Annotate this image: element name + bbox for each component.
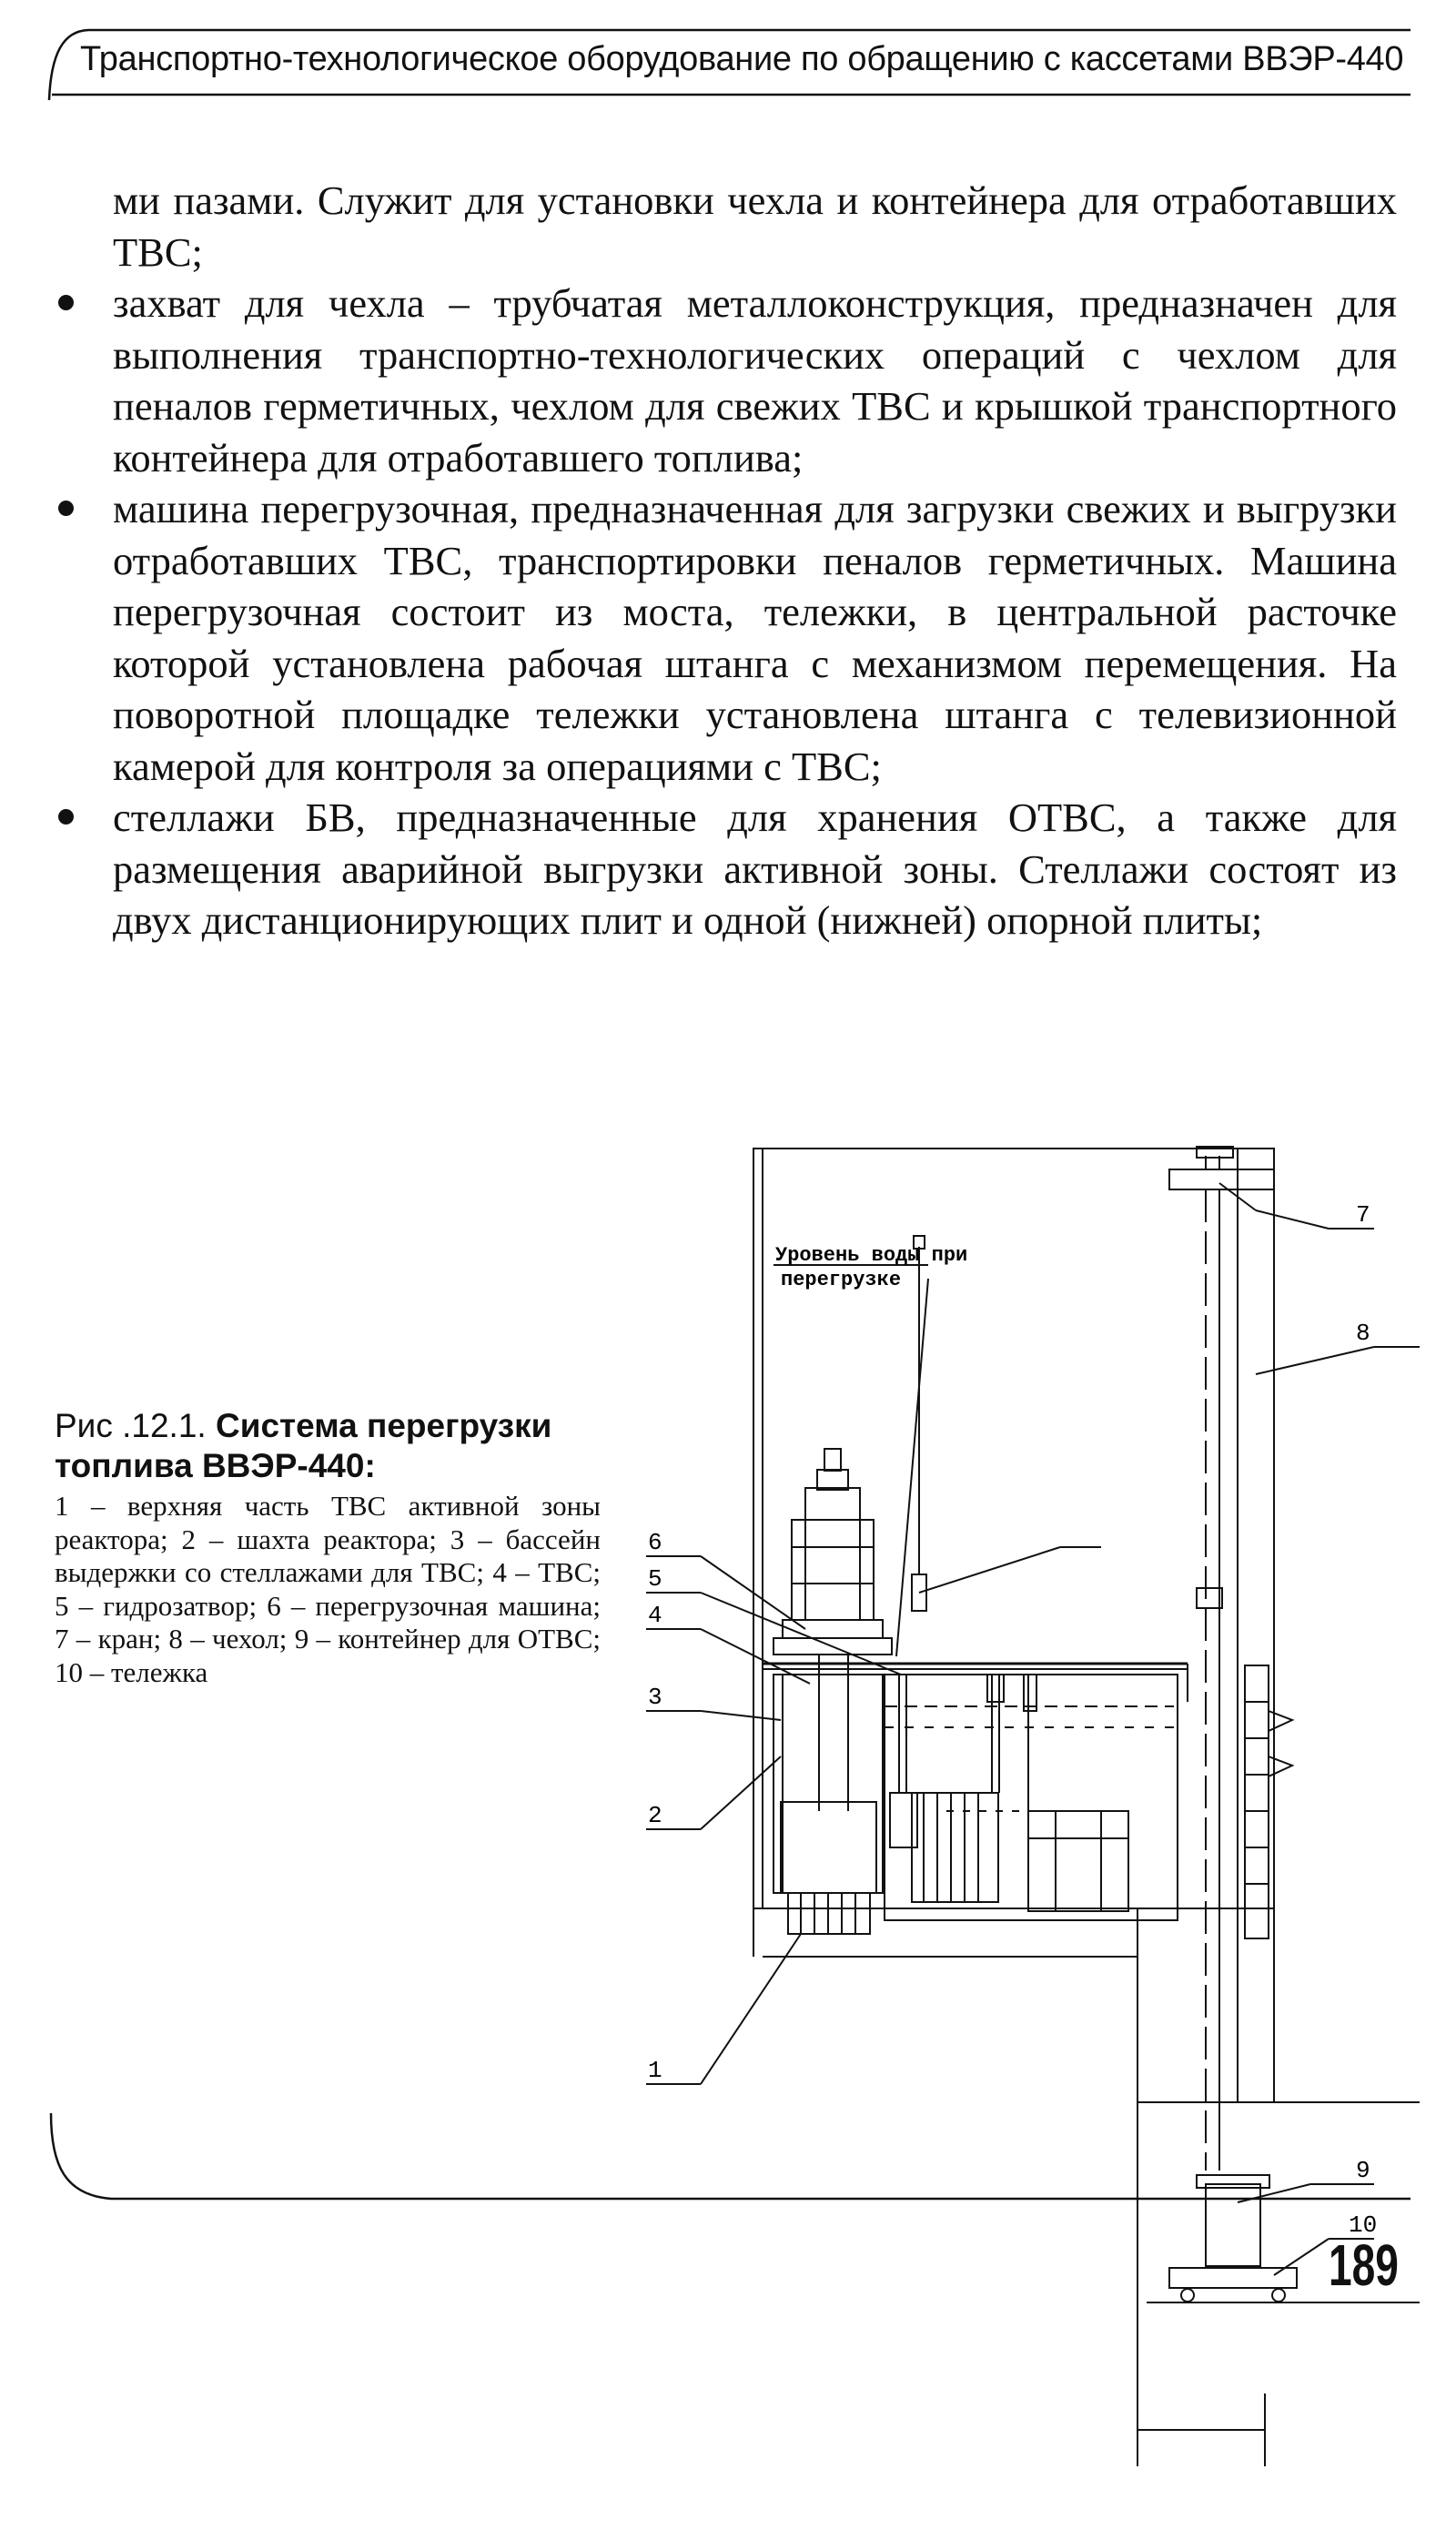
page-number: 189: [1329, 2232, 1399, 2298]
continued-paragraph: ми пазами. Служит для установки чехла и контейнера для отработавших ТВС;: [113, 177, 1397, 275]
figure-legend: 1 – верхняя часть ТВС активной зоны реактора; 2 – шахта реактора; 3 – бассейн выдержки со стеллажами для ТВС; 4 – ТВС; 5 – гидрозатвор; 6 – перегрузочная машина; 7 – кран; 8 – чехол; 9 – контейнер для ОТВС; 10 – тележка: [55, 1490, 601, 1688]
fuel-rack: [912, 1793, 998, 1902]
figure-title: Система перегрузки топлива ВВЭР-440:: [55, 1407, 552, 1484]
fuel-handling-diagram: [648, 1119, 1420, 2530]
bullet-text: захват для чехла – трубчатая металлоконструкция, предназначен для выполнения транспортно-технологических операций с чехлом для пеналов герметичных, чехлом для свежих ТВС и крышкой транспортного контейнера для отработавшего топлива;: [113, 280, 1397, 481]
bullet-icon: [58, 501, 74, 516]
callout-2: 2: [648, 1802, 662, 1829]
callout-4: 4: [648, 1602, 662, 1629]
bullet-item: [55, 792, 1397, 946]
callout-6: 6: [648, 1529, 662, 1556]
callout-7: 7: [1356, 1201, 1370, 1229]
callout-9: 9: [1356, 2157, 1370, 2184]
reactor-shaft: [774, 1675, 883, 1893]
water-level-label: Уровень воды при: [775, 1244, 968, 1267]
storage-stack: [1245, 1665, 1269, 1938]
callout-8: 8: [1356, 1320, 1370, 1347]
running-header-title: Транспортно-технологическое оборудование по обращению с кассетами ВВЭР-440: [80, 40, 1404, 78]
water-level-label: перегрузке: [781, 1269, 902, 1291]
figure-caption-title: [55, 1406, 601, 1486]
body-text: [55, 175, 1397, 946]
callout-1: 1: [648, 2057, 662, 2084]
callout-10: 10: [1349, 2211, 1378, 2239]
refueling-machine: [792, 1520, 874, 1620]
bullet-text: стеллажи БВ, предназначенные для хранения ОТВС, а также для размещения аварийной выгрузки активной зоны. Стеллажи состоят из двух дистанционирующих плит и одной (нижней) опорной плиты;: [113, 794, 1397, 943]
bullet-icon: [58, 295, 74, 310]
bullet-icon: [58, 809, 74, 825]
bullet-text: машина перегрузочная, предназначенная для загрузки свежих и выгрузки отработавших ТВС, транспортировки пеналов герметичных. Машина перегрузочная состоит из моста, тележки, в центральной расточке которой установлена рабочая штанга с механизмом перемещения. На поворотной площадке тележки установлена штанга с телевизионной камерой для контроля за операциями с ТВС;: [113, 486, 1397, 789]
footer-frame-line: [47, 2111, 1412, 2211]
bullet-item: [55, 483, 1397, 792]
bullet-item: [55, 278, 1397, 483]
fuel-rack: [1028, 1811, 1128, 1911]
callout-5: 5: [648, 1565, 662, 1593]
figure-caption: [55, 1406, 601, 1689]
crane-head: [1169, 1169, 1274, 1189]
trolley-10: [1169, 2268, 1297, 2288]
callout-3: 3: [648, 1684, 662, 1711]
figure-number: Рис .12.1.: [55, 1407, 207, 1444]
